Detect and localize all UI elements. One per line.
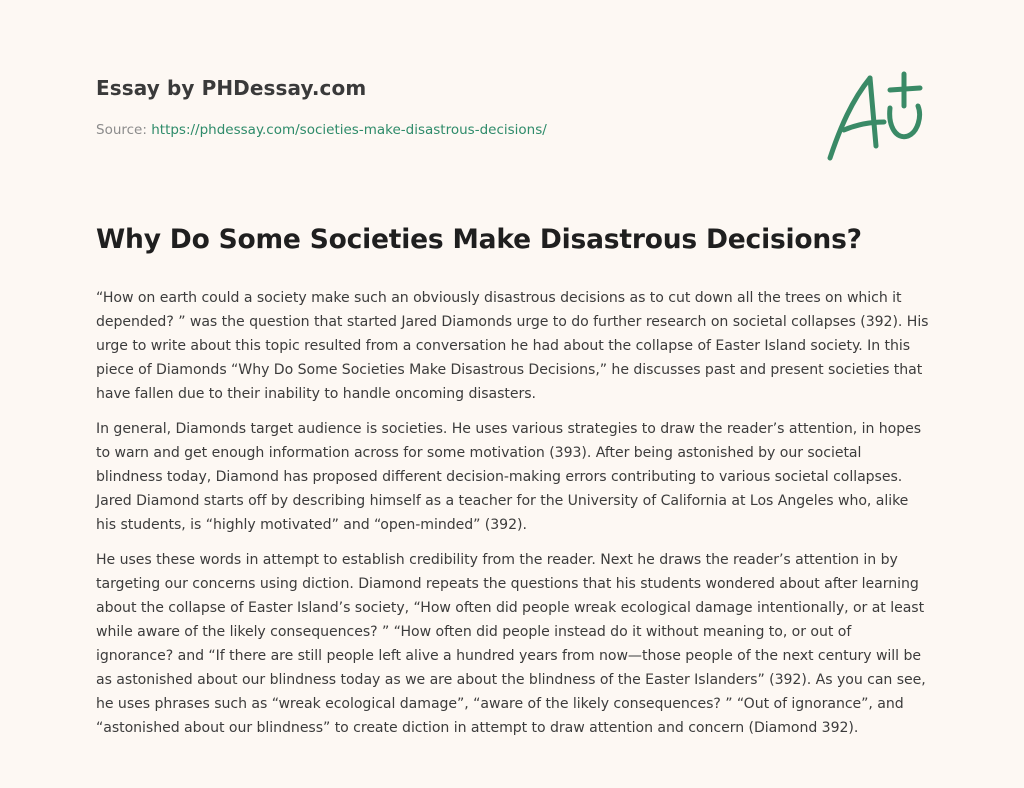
document-header — [96, 76, 796, 138]
essay-paragraph: In general, Diamonds target audience is societies. He uses various strategies to draw the reader’s attention, in hopes to warn and get enough information across for some motivation (393). After being astonished by our societal blindness today, Diamond has proposed different decision-making errors contributing to various societal collapses. Jared Diamond starts off by describing himself as a teacher for the University of California at Los Angeles who, alike his students, is “highly motivated” and “open-minded” (392). — [96, 421, 922, 533]
essay-paragraph: “How on earth could a society make such an obviously disastrous decisions as to cut down all the trees on which it depended? ” was the question that started Jared Diamonds urge to do further research on societal collapses (392). His urge to write about this topic resulted from a conversation he had about the collapse of Easter Island society. In this piece of Diamonds “Why Do Some Societies Make Disastrous Decisions,” he discusses past and present societies that have fallen due to their inability to handle oncoming disasters. — [96, 290, 929, 402]
essay-body — [96, 286, 932, 751]
brand-heading: Essay by PHDessay.com — [96, 76, 367, 100]
a-plus-grade-icon — [818, 66, 930, 166]
source-link[interactable]: https://phdessay.com/societies-make-disastrous-decisions/ — [151, 122, 547, 138]
essay-paragraph: He uses these words in attempt to establish credibility from the reader. Next he draws the reader’s attention in by targeting our concerns using diction. Diamond repeats the questions that his students wondered about after learning about the collapse of Easter Island’s society, “How often did people wreak ecological damage intentionally, or at least while aware of the likely consequences? ” “How often did people instead do it without meaning to, or out of ignorance? and “If there are still people left alive a hundred years from now—those people of the next century will be as astonished about our blindness today as we are about the blindness of the Easter Islanders” (392). As you can see, he uses phrases such as “wreak ecological damage”, “aware of the likely consequences? ” “Out of ignorance”, and “astonished about our blindness” to create diction in attempt to draw attention and concern (Diamond 392). — [96, 552, 926, 736]
essay-title: Why Do Some Societies Make Disastrous Decisions? — [96, 224, 862, 255]
source-line — [96, 122, 796, 138]
source-label: Source: — [96, 122, 152, 138]
